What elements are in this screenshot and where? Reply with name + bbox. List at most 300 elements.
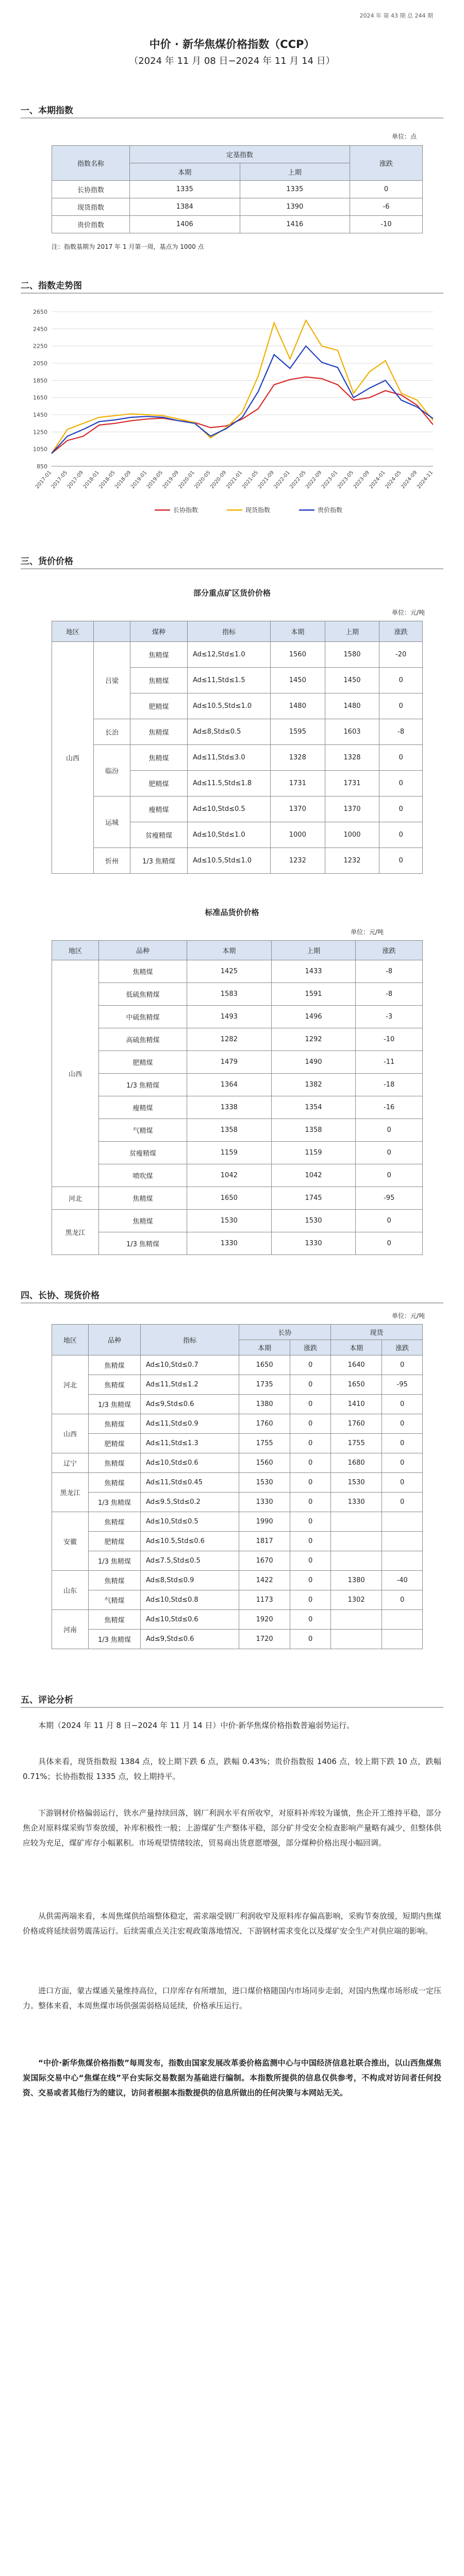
cell: 1358 bbox=[187, 1119, 272, 1142]
cell: 0 bbox=[379, 668, 423, 693]
legend-label: 长协指数 bbox=[173, 506, 198, 514]
x-tick-label: 2020-01 bbox=[177, 469, 196, 490]
cell: 1000 bbox=[271, 822, 325, 848]
y-tick-label: 850 bbox=[37, 463, 47, 470]
cell: 0 bbox=[379, 796, 423, 822]
cell: Ad≤7.5,Std≤0.5 bbox=[141, 1551, 239, 1571]
table-row bbox=[52, 1610, 423, 1630]
cell: 焦精煤 bbox=[89, 1453, 141, 1473]
index-trend-chart bbox=[21, 301, 443, 528]
cell: 焦精煤 bbox=[99, 1187, 187, 1210]
x-tick-label: 2022-05 bbox=[289, 469, 307, 490]
cell: 1530 bbox=[239, 1473, 290, 1493]
cell: 贫瘦精煤 bbox=[99, 1142, 187, 1164]
cell-region: 河南 bbox=[52, 1610, 89, 1649]
cell: 中硫焦精煤 bbox=[99, 1006, 187, 1028]
cell: -16 bbox=[356, 1096, 423, 1119]
cell: 气精煤 bbox=[89, 1590, 141, 1610]
cell-region: 黑龙江 bbox=[52, 1210, 99, 1255]
cell: 1406 bbox=[130, 216, 240, 233]
cell: 1731 bbox=[325, 771, 379, 796]
table-row bbox=[52, 1395, 423, 1414]
cell: Ad≤9,Std≤0.6 bbox=[141, 1630, 239, 1649]
cell: -10 bbox=[350, 216, 423, 233]
table-row bbox=[52, 1590, 423, 1610]
cell: -40 bbox=[382, 1571, 423, 1590]
cell: 1595 bbox=[271, 719, 325, 745]
cell: 0 bbox=[290, 1473, 331, 1493]
table-row bbox=[52, 1355, 423, 1375]
cell: 0 bbox=[356, 1210, 423, 1232]
cell: 1496 bbox=[271, 1006, 356, 1028]
table-row bbox=[52, 1210, 423, 1232]
divider bbox=[21, 568, 443, 569]
section-heading-trend: 二、指数走势图 bbox=[21, 281, 82, 291]
col-current: 本期 bbox=[271, 621, 325, 642]
col-spec: 指标 bbox=[188, 621, 271, 642]
col-coal: 品种 bbox=[89, 1325, 141, 1355]
disclaimer-paragraph: “中价·新华焦煤价格指数”每周发布，指数由国家发展改革委价格监测中心与中国经济信息社联合推出，以山西焦煤焦炭国际交易中心“焦煤在线”平台实际交易数据为基础进行编制。本指数所提供的信息仅供参考，不构成对访问者任何投资、交易或者其他行为的建议，访问者根据本指数提供的信息所做出的任何决策与本网站无关。 bbox=[23, 2058, 441, 2097]
cell: 1490 bbox=[271, 1051, 356, 1074]
cell: 0 bbox=[290, 1551, 331, 1571]
cell-region: 山东 bbox=[52, 1571, 89, 1610]
cell: 0 bbox=[379, 848, 423, 874]
table-row bbox=[52, 1493, 423, 1512]
table-row bbox=[52, 960, 423, 983]
cell: -95 bbox=[382, 1375, 423, 1395]
cell: 瘦精煤 bbox=[99, 1096, 187, 1119]
col-spot-change: 涨跌 bbox=[382, 1340, 423, 1355]
unit-label: 单位：元/吨 bbox=[392, 1312, 425, 1319]
cell: 1282 bbox=[187, 1028, 272, 1051]
cell: 1159 bbox=[271, 1142, 356, 1164]
cell: 1232 bbox=[325, 848, 379, 874]
cell-region: 安徽 bbox=[52, 1512, 89, 1571]
cell: 1364 bbox=[187, 1074, 272, 1096]
x-tick-label: 2023-01 bbox=[321, 469, 339, 490]
cell: 1330 bbox=[187, 1232, 272, 1255]
cell: 1720 bbox=[239, 1630, 290, 1649]
col-change: 涨跌 bbox=[356, 941, 423, 960]
cell: Ad≤11.5,Std≤1.8 bbox=[188, 771, 271, 796]
cell: -10 bbox=[356, 1028, 423, 1051]
cell: Ad≤10,Std≤0.5 bbox=[141, 1512, 239, 1532]
cell: Ad≤8,Std≤0.9 bbox=[141, 1571, 239, 1590]
cell: 0 bbox=[382, 1473, 423, 1493]
cell: 0 bbox=[379, 771, 423, 796]
cell-region: 辽宁 bbox=[52, 1453, 89, 1473]
cell: 1328 bbox=[271, 745, 325, 771]
cell: 1/3 焦精煤 bbox=[89, 1630, 141, 1649]
x-tick-label: 2020-09 bbox=[209, 469, 228, 490]
col-contract-current: 本期 bbox=[239, 1340, 290, 1355]
col-change: 涨跌 bbox=[350, 146, 423, 181]
x-tick-label: 2017-01 bbox=[35, 469, 53, 490]
y-tick-label: 2450 bbox=[33, 326, 47, 333]
x-tick-label: 2019-09 bbox=[161, 469, 180, 490]
standard-price-table bbox=[52, 940, 423, 1255]
cell: 1330 bbox=[330, 1493, 382, 1512]
cell-region: 山西 bbox=[52, 1414, 89, 1453]
cell: 1990 bbox=[239, 1512, 290, 1532]
cell: 焦精煤 bbox=[130, 719, 188, 745]
cell-area: 吕梁 bbox=[94, 642, 130, 719]
cell: 肥精煤 bbox=[99, 1051, 187, 1074]
y-tick-label: 2250 bbox=[33, 343, 47, 350]
cell: 1/3 焦精煤 bbox=[89, 1493, 141, 1512]
cell-region: 河北 bbox=[52, 1355, 89, 1414]
divider bbox=[21, 117, 443, 118]
cell: 1591 bbox=[271, 983, 356, 1006]
x-tick-label: 2018-09 bbox=[114, 469, 132, 490]
cell bbox=[330, 1512, 382, 1532]
cell: 0 bbox=[382, 1434, 423, 1453]
table-row bbox=[52, 1051, 423, 1074]
cell: 焦精煤 bbox=[89, 1512, 141, 1532]
table-row bbox=[52, 1551, 423, 1571]
cell: 1583 bbox=[187, 983, 272, 1006]
x-tick-label: 2022-01 bbox=[273, 469, 291, 490]
cell: 1603 bbox=[325, 719, 379, 745]
col-current: 本期 bbox=[130, 163, 240, 181]
cell: Ad≤11,Std≤0.45 bbox=[141, 1473, 239, 1493]
table-row bbox=[52, 1142, 423, 1164]
cell: 0 bbox=[290, 1590, 331, 1610]
cell: 1390 bbox=[240, 198, 350, 216]
cell: Ad≤11,Std≤0.9 bbox=[141, 1414, 239, 1434]
x-tick-label: 2021-05 bbox=[241, 469, 260, 490]
cell: 焦精煤 bbox=[89, 1414, 141, 1434]
cell: 1650 bbox=[187, 1187, 272, 1210]
table-row bbox=[52, 1119, 423, 1142]
x-tick-label: 2024-05 bbox=[384, 469, 403, 490]
y-tick-label: 1250 bbox=[33, 429, 47, 436]
cell: -8 bbox=[356, 960, 423, 983]
cell: 0 bbox=[356, 1164, 423, 1187]
col-previous: 上期 bbox=[271, 941, 356, 960]
section-heading-current-index: 一、本期指数 bbox=[21, 106, 73, 116]
cell: 低硫焦精煤 bbox=[99, 983, 187, 1006]
cell: 1/3 焦精煤 bbox=[99, 1074, 187, 1096]
cell bbox=[382, 1630, 423, 1649]
cell: 肥精煤 bbox=[89, 1434, 141, 1453]
cell: 1817 bbox=[239, 1532, 290, 1551]
x-tick-label: 2023-09 bbox=[352, 469, 371, 490]
table-row bbox=[52, 1434, 423, 1453]
table-row bbox=[52, 1028, 423, 1051]
cell: 1560 bbox=[271, 642, 325, 668]
x-tick-label: 2024-09 bbox=[400, 469, 419, 490]
cell: 长协指数 bbox=[52, 181, 130, 198]
table-row bbox=[52, 1532, 423, 1551]
table-row bbox=[52, 216, 423, 233]
legend-label: 贵价指数 bbox=[318, 506, 343, 514]
cell: 1410 bbox=[330, 1395, 382, 1414]
cell: Ad≤11,Std≤1.5 bbox=[188, 668, 271, 693]
cell: 1/3 焦精煤 bbox=[99, 1232, 187, 1255]
cell: 1173 bbox=[239, 1590, 290, 1610]
col-index-name: 指数名称 bbox=[52, 146, 130, 181]
cell: 0 bbox=[382, 1395, 423, 1414]
cell: 1680 bbox=[330, 1453, 382, 1473]
col-previous: 上期 bbox=[325, 621, 379, 642]
col-change: 涨跌 bbox=[379, 621, 423, 642]
x-tick-label: 2019-01 bbox=[130, 469, 148, 490]
table-row bbox=[52, 1096, 423, 1119]
cell-area: 临汾 bbox=[94, 745, 130, 796]
table-row bbox=[52, 1473, 423, 1493]
cell: 1338 bbox=[187, 1096, 272, 1119]
cell: Ad≤9,Std≤0.6 bbox=[141, 1395, 239, 1414]
cell: 焦精煤 bbox=[130, 642, 188, 668]
cell: 0 bbox=[290, 1395, 331, 1414]
cell: 1292 bbox=[271, 1028, 356, 1051]
cell: 0 bbox=[379, 745, 423, 771]
cell: 1530 bbox=[330, 1473, 382, 1493]
cell: 0 bbox=[290, 1532, 331, 1551]
cell: 1480 bbox=[271, 693, 325, 719]
cell: 1450 bbox=[325, 668, 379, 693]
cell: 0 bbox=[356, 1142, 423, 1164]
cell: 1760 bbox=[330, 1414, 382, 1434]
table-row bbox=[52, 1414, 423, 1434]
table-row bbox=[52, 983, 423, 1006]
cell: 0 bbox=[382, 1590, 423, 1610]
x-tick-label: 2017-09 bbox=[66, 469, 85, 490]
cell: 1416 bbox=[240, 216, 350, 233]
issue-number: 2024 年 第 43 期 总 244 期 bbox=[359, 12, 433, 19]
series-line bbox=[52, 377, 433, 453]
cell: 1755 bbox=[239, 1434, 290, 1453]
cell bbox=[330, 1532, 382, 1551]
cell: Ad≤10,Std≤1.0 bbox=[188, 822, 271, 848]
x-tick-label: 2017-05 bbox=[50, 469, 69, 490]
cell: 1560 bbox=[239, 1453, 290, 1473]
cell-area: 长治 bbox=[94, 719, 130, 745]
cell bbox=[382, 1551, 423, 1571]
cell: 1480 bbox=[325, 693, 379, 719]
divider bbox=[21, 1302, 443, 1303]
col-region: 地区 bbox=[52, 941, 99, 960]
cell: 0 bbox=[290, 1375, 331, 1395]
cell: -18 bbox=[356, 1074, 423, 1096]
cell: 1380 bbox=[239, 1395, 290, 1414]
cell: 高硫焦精煤 bbox=[99, 1028, 187, 1051]
x-tick-label: 2024-01 bbox=[368, 469, 387, 490]
cell: 1370 bbox=[325, 796, 379, 822]
cell: 0 bbox=[382, 1493, 423, 1512]
unit-label: 单位：元/吨 bbox=[392, 609, 425, 616]
cell: 肥精煤 bbox=[89, 1532, 141, 1551]
cell: 1/3 焦精煤 bbox=[130, 848, 188, 874]
cell: 1735 bbox=[239, 1375, 290, 1395]
table-row bbox=[52, 181, 423, 198]
x-tick-label: 2021-01 bbox=[225, 469, 244, 490]
cell: 0 bbox=[356, 1232, 423, 1255]
cell: 1479 bbox=[187, 1051, 272, 1074]
cell: -3 bbox=[356, 1006, 423, 1028]
cell: 1745 bbox=[271, 1187, 356, 1210]
cell-area: 运城 bbox=[94, 796, 130, 848]
section-heading-analysis: 五、评论分析 bbox=[21, 1695, 73, 1705]
analysis-paragraph: 进口方面，蒙古煤通关量维持高位，口岸库存有所增加，进口煤价格随国内市场同步走弱，对国内焦煤市场形成一定压力。整体来看，本周焦煤市场供强需弱格局延续，价格承压运行。 bbox=[23, 1986, 441, 2010]
y-tick-label: 1850 bbox=[33, 377, 47, 384]
cell bbox=[382, 1610, 423, 1630]
cell: 1382 bbox=[271, 1074, 356, 1096]
col-fixed-base: 定基指数 bbox=[130, 146, 350, 163]
cell: 焦精煤 bbox=[130, 668, 188, 693]
cell: 0 bbox=[290, 1434, 331, 1453]
cell: 肥精煤 bbox=[130, 771, 188, 796]
cell-region: 黑龙江 bbox=[52, 1473, 89, 1512]
series-line bbox=[52, 320, 433, 453]
y-tick-label: 1650 bbox=[33, 394, 47, 401]
cell: 1384 bbox=[130, 198, 240, 216]
col-contract-change: 涨跌 bbox=[290, 1340, 331, 1355]
cell: 1354 bbox=[271, 1096, 356, 1119]
cell: 1731 bbox=[271, 771, 325, 796]
index-table bbox=[52, 145, 423, 233]
cell: 1493 bbox=[187, 1006, 272, 1028]
table-row bbox=[52, 745, 423, 771]
cell: 1450 bbox=[271, 668, 325, 693]
cell: 1335 bbox=[130, 181, 240, 198]
cell: 0 bbox=[379, 822, 423, 848]
divider bbox=[21, 293, 443, 294]
cell: Ad≤11,Std≤1.3 bbox=[141, 1434, 239, 1453]
cell: Ad≤11,Std≤3.0 bbox=[188, 745, 271, 771]
cell: 1000 bbox=[325, 822, 379, 848]
cell: 1330 bbox=[271, 1232, 356, 1255]
cell: 0 bbox=[379, 693, 423, 719]
table-row bbox=[52, 1164, 423, 1187]
cell: 0 bbox=[382, 1453, 423, 1473]
cell: 0 bbox=[382, 1414, 423, 1434]
cell: -20 bbox=[379, 642, 423, 668]
cell-area: 忻州 bbox=[94, 848, 130, 874]
cell: 1580 bbox=[325, 642, 379, 668]
page-title: 中价 · 新华焦煤价格指数（CCP） bbox=[149, 38, 315, 50]
cell: Ad≤10,Std≤0.5 bbox=[188, 796, 271, 822]
key-mine-table-title: 部分重点矿区货价价格 bbox=[193, 588, 271, 598]
cell: 1755 bbox=[330, 1434, 382, 1453]
legend-label: 现货指数 bbox=[245, 506, 271, 514]
cell: 0 bbox=[350, 181, 423, 198]
cell: -8 bbox=[356, 983, 423, 1006]
cell: 1650 bbox=[330, 1375, 382, 1395]
cell: 1/3 焦精煤 bbox=[89, 1395, 141, 1414]
cell: 0 bbox=[290, 1630, 331, 1649]
col-coal: 品种 bbox=[99, 941, 187, 960]
cell: 0 bbox=[290, 1493, 331, 1512]
cell: -11 bbox=[356, 1051, 423, 1074]
cell: 0 bbox=[290, 1453, 331, 1473]
cell: 喷吹煤 bbox=[99, 1164, 187, 1187]
col-current: 本期 bbox=[187, 941, 272, 960]
cell: 焦精煤 bbox=[89, 1355, 141, 1375]
cell: 1433 bbox=[271, 960, 356, 983]
cell: 1670 bbox=[239, 1551, 290, 1571]
analysis-paragraph: 从供需两端来看，本周焦煤供给端整体稳定，需求端受钢厂利润收窄及原料库存偏高影响，采购节奏放缓，短期内焦煤价格或将延续弱势震荡运行。后续需重点关注宏观政策落地情况、下游钢材需求变化以及煤矿安全生产对供应端的影响。 bbox=[23, 1911, 441, 1936]
cell: 现货指数 bbox=[52, 198, 130, 216]
unit-label: 单位：元/吨 bbox=[351, 928, 384, 936]
table-row bbox=[52, 719, 423, 745]
cell: Ad≤10.5,Std≤0.6 bbox=[141, 1532, 239, 1551]
cell: 1650 bbox=[239, 1355, 290, 1375]
cell: 1330 bbox=[239, 1493, 290, 1512]
cell: 1530 bbox=[271, 1210, 356, 1232]
col-region: 地区 bbox=[52, 1325, 89, 1355]
standard-table-title: 标准品货价价格 bbox=[205, 908, 259, 917]
cell: 焦精煤 bbox=[99, 960, 187, 983]
cell bbox=[330, 1610, 382, 1630]
cell: 肥精煤 bbox=[130, 693, 188, 719]
cell: 焦精煤 bbox=[89, 1473, 141, 1493]
section-heading-prices: 三、货价价格 bbox=[21, 556, 73, 567]
cell: 1328 bbox=[325, 745, 379, 771]
cell: 1370 bbox=[271, 796, 325, 822]
y-tick-label: 2050 bbox=[33, 360, 47, 367]
cell: 1425 bbox=[187, 960, 272, 983]
divider bbox=[21, 1707, 443, 1708]
x-tick-label: 2021-09 bbox=[257, 469, 275, 490]
cell: 1380 bbox=[330, 1571, 382, 1590]
cell: 贫瘦精煤 bbox=[130, 822, 188, 848]
cell: 0 bbox=[382, 1355, 423, 1375]
cell: 1760 bbox=[239, 1414, 290, 1434]
y-tick-label: 1050 bbox=[33, 446, 47, 453]
cell: 1/3 焦精煤 bbox=[89, 1551, 141, 1571]
cell: 0 bbox=[290, 1512, 331, 1532]
table-row bbox=[52, 1232, 423, 1255]
cell: Ad≤11,Std≤1.2 bbox=[141, 1375, 239, 1395]
cell: 焦精煤 bbox=[130, 745, 188, 771]
base-note: 注：指数基期为 2017 年 1 月第一周，基点为 1000 点 bbox=[52, 243, 204, 250]
table-row bbox=[52, 1571, 423, 1590]
cell: 1232 bbox=[271, 848, 325, 874]
cell bbox=[382, 1512, 423, 1532]
contract-spot-table bbox=[52, 1324, 423, 1649]
analysis-paragraph: 具体来看，现货指数报 1384 点，较上期下跌 6 点，跌幅 0.43%；贵价指数报 1406 点，较上期下跌 10 点，跌幅 0.71%；长协指数报 1335 点，较上期持平。 bbox=[23, 1757, 441, 1781]
cell: Ad≤10,Std≤0.7 bbox=[141, 1355, 239, 1375]
date-range: （2024 年 11 月 08 日−2024 年 11 月 14 日） bbox=[129, 56, 335, 66]
table-row bbox=[52, 1630, 423, 1649]
table-row bbox=[52, 198, 423, 216]
cell: 0 bbox=[356, 1119, 423, 1142]
cell: Ad≤12,Std≤1.0 bbox=[188, 642, 271, 668]
cell: 1530 bbox=[187, 1210, 272, 1232]
cell: 1159 bbox=[187, 1142, 272, 1164]
col-spot: 现货 bbox=[330, 1325, 422, 1340]
x-tick-label: 2023-05 bbox=[336, 469, 355, 490]
table-row bbox=[52, 1453, 423, 1473]
cell: 焦精煤 bbox=[89, 1375, 141, 1395]
cell: 1335 bbox=[240, 181, 350, 198]
table-row bbox=[52, 796, 423, 822]
x-tick-label: 2024-11 bbox=[416, 469, 435, 490]
cell bbox=[382, 1532, 423, 1551]
cell: 1302 bbox=[330, 1590, 382, 1610]
table-row bbox=[52, 1375, 423, 1395]
cell: 0 bbox=[290, 1355, 331, 1375]
cell: 1042 bbox=[271, 1164, 356, 1187]
cell: 0 bbox=[290, 1571, 331, 1590]
table-row bbox=[52, 1187, 423, 1210]
cell: 1358 bbox=[271, 1119, 356, 1142]
x-tick-label: 2018-01 bbox=[82, 469, 101, 490]
col-spec: 指标 bbox=[141, 1325, 239, 1355]
analysis-paragraph: 下游钢材价格偏弱运行，铁水产量持续回落，钢厂利润水平有所收窄，对原料补库较为谨慎，焦企开工维持平稳，部分焦企对原料煤采购节奏放缓，补库积极性一般；上游煤矿生产整体平稳，部分矿井受安全检查影响产量略有减少，但整体供应较为充足，煤矿库存小幅累积。市场观望情绪较浓，贸易商出货意愿增强，部分煤种价格出现小幅回调。 bbox=[23, 1808, 441, 1848]
